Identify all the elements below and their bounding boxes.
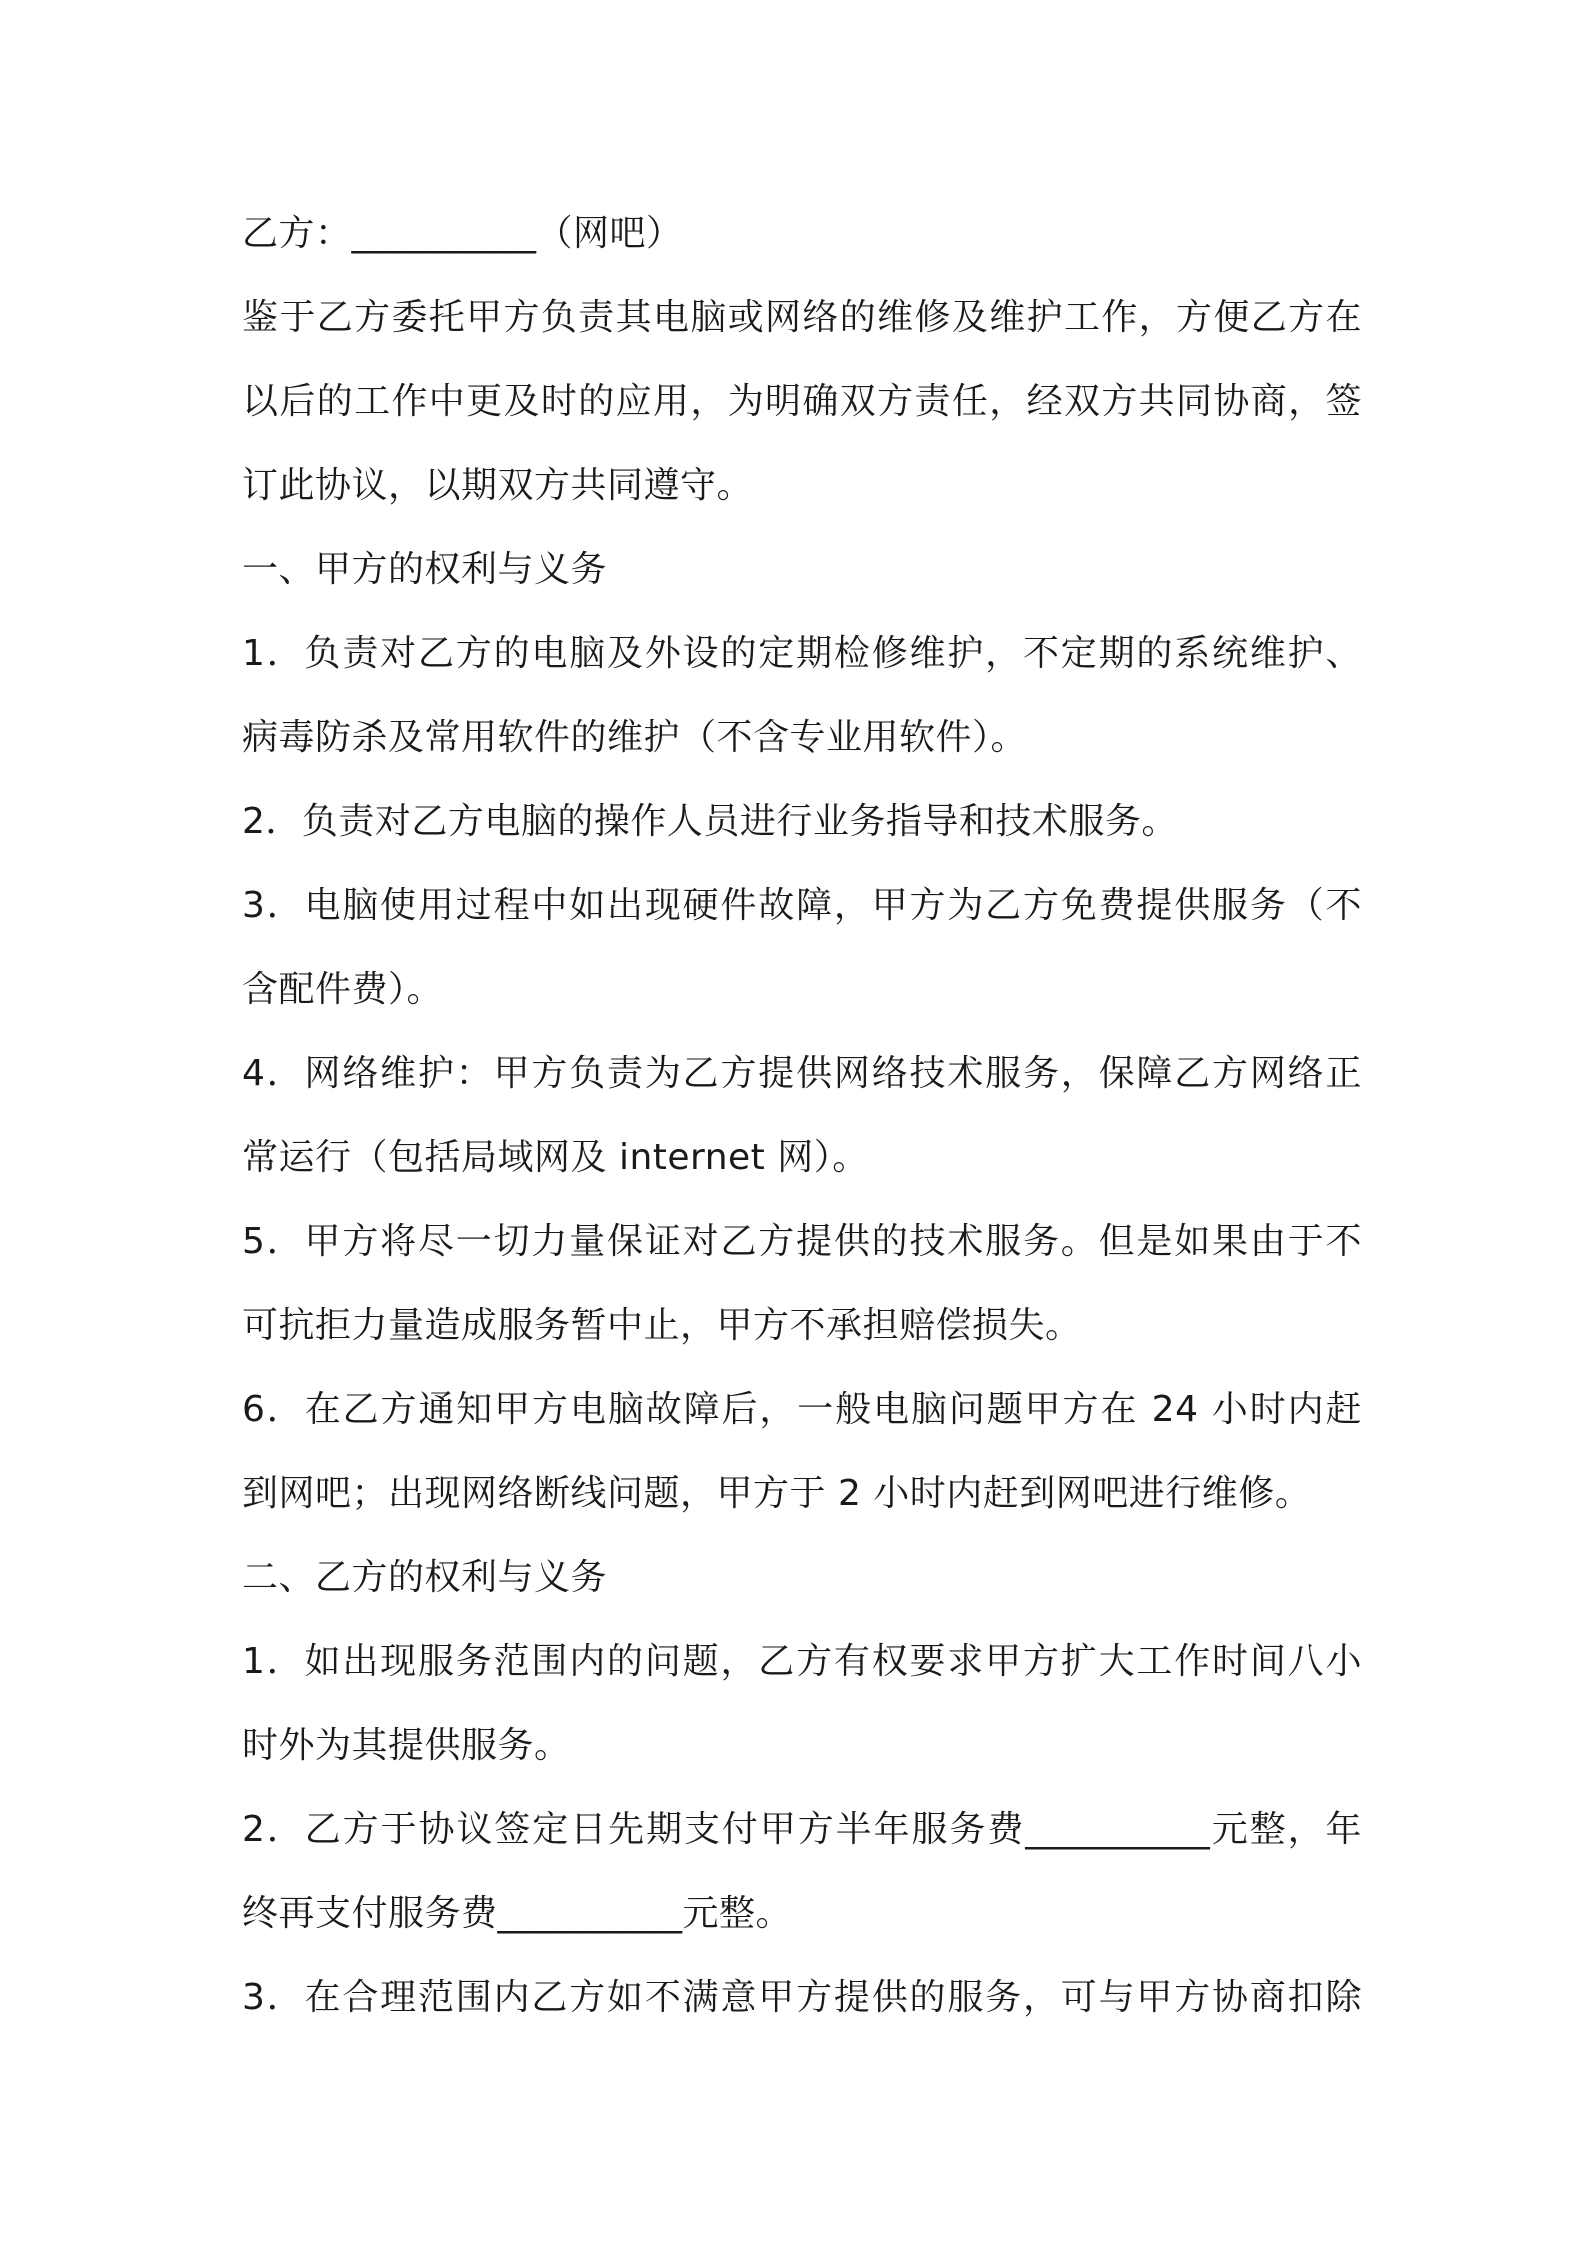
clause-a4-line-1: 4．网络维护：甲方负责为乙方提供网络技术服务，保障乙方网络正	[242, 1053, 1362, 1094]
clause-a3-line-2: 含配件费）。	[242, 969, 444, 1010]
clause-b1-line-2: 时外为其提供服务。	[242, 1725, 571, 1766]
party-b-line: 乙方：__________（网吧）	[242, 213, 683, 254]
preamble-line-2: 以后的工作中更及时的应用，为明确双方责任，经双方共同协商，签	[242, 381, 1362, 422]
clause-a4-line-2: 常运行（包括局域网及 internet 网）。	[242, 1137, 869, 1178]
section-heading-party-b: 二、乙方的权利与义务	[242, 1557, 608, 1598]
clause-b3-line-1: 3．在合理范围内乙方如不满意甲方提供的服务，可与甲方协商扣除	[242, 1977, 1362, 2018]
document-body	[242, 192, 1362, 2040]
clause-a5-line-1: 5．甲方将尽一切力量保证对乙方提供的技术服务。但是如果由于不	[242, 1221, 1362, 1262]
clause-b1-line-1: 1．如出现服务范围内的问题，乙方有权要求甲方扩大工作时间八小	[242, 1641, 1362, 1682]
preamble-line-3: 订此协议，以期双方共同遵守。	[242, 465, 754, 506]
preamble-line-1: 鉴于乙方委托甲方负责其电脑或网络的维修及维护工作，方便乙方在	[242, 297, 1362, 338]
clause-a6-line-1: 6．在乙方通知甲方电脑故障后，一般电脑问题甲方在 24 小时内赶	[242, 1389, 1362, 1430]
section-heading-party-a: 一、甲方的权利与义务	[242, 549, 608, 590]
clause-b2-line-1: 2．乙方于协议签定日先期支付甲方半年服务费__________元整，年	[242, 1809, 1362, 1850]
clause-a1-line-1: 1．负责对乙方的电脑及外设的定期检修维护，不定期的系统维护、	[242, 633, 1362, 674]
clause-a6-line-2: 到网吧；出现网络断线问题，甲方于 2 小时内赶到网吧进行维修。	[242, 1473, 1312, 1514]
clause-a2-line: 2．负责对乙方电脑的操作人员进行业务指导和技术服务。	[242, 801, 1178, 842]
clause-a5-line-2: 可抗拒力量造成服务暂中止，甲方不承担赔偿损失。	[242, 1305, 1082, 1346]
clause-b2-line-2: 终再支付服务费__________元整。	[242, 1893, 793, 1934]
clause-a3-line-1: 3．电脑使用过程中如出现硬件故障，甲方为乙方免费提供服务（不	[242, 885, 1362, 926]
clause-a1-line-2: 病毒防杀及常用软件的维护（不含专业用软件）。	[242, 717, 1028, 758]
